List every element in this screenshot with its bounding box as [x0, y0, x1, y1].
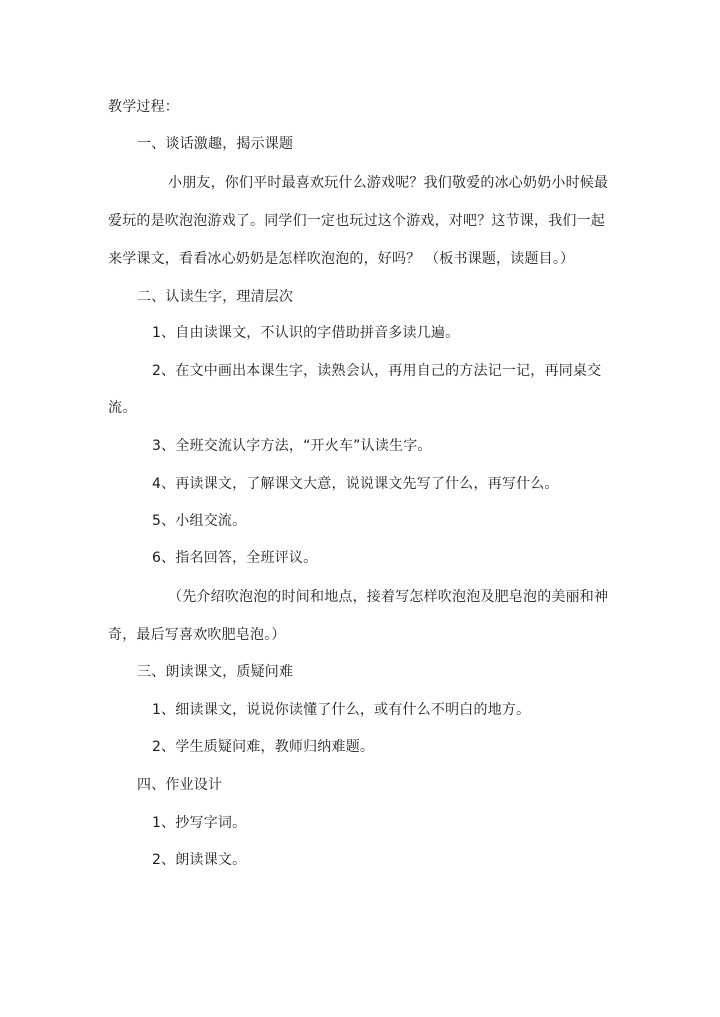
section-2-note-line-2: 奇，最后写喜欢吹肥皂泡。） [108, 627, 286, 643]
section-4-item-2: 2、朗读课文。 [152, 852, 247, 868]
section-2-item-4: 4、再读课文，了解课文大意，说说课文先写了什么，再写什么。 [152, 476, 559, 492]
section-2-item-3: 3、全班交流认字方法，“开火车”认读生字。 [152, 438, 432, 454]
section-3-title: 三、朗读课文，质疑问难 [137, 664, 294, 680]
section-3-item-1: 1、细读课文，说说你读懂了什么，或有什么不明白的地方。 [152, 702, 531, 718]
section-1-title: 一、谈话激趣，揭示课题 [137, 136, 294, 152]
section-2-item-1: 1、自由读课文，不认识的字借助拼音多读几遍。 [152, 325, 460, 341]
section-2-item-5: 5、小组交流。 [152, 513, 247, 529]
section-1-paragraph-line-1: 小朋友，你们平时最喜欢玩什么游戏呢？我们敬爱的冰心奶奶小时候最 [168, 175, 609, 191]
section-1-paragraph-line-3: 来学课文，看看冰心奶奶是怎样吹泡泡的，好吗？ （板书课题，读题目。） [108, 251, 575, 267]
section-2-item-2-line-1: 2、在文中画出本课生字，读熟会认，再用自己的方法记一记，再同桌交 [152, 363, 602, 379]
section-2-item-2-line-2: 流。 [108, 400, 137, 416]
section-2-item-6: 6、指名回答，全班评议。 [152, 550, 318, 566]
section-2-title: 二、认读生字，理清层次 [137, 289, 294, 305]
section-3-item-2: 2、学生质疑问难，教师归纳难题。 [152, 739, 375, 755]
process-heading: 教学过程： [108, 99, 179, 115]
section-1-paragraph-line-2: 爱玩的是吹泡泡游戏了。同学们一定也玩过这个游戏，对吧？这节课，我们一起 [108, 213, 605, 229]
section-2-note-line-1: （先介绍吹泡泡的时间和地点，接着写怎样吹泡泡及肥皂泡的美丽和神 [168, 589, 609, 605]
section-4-item-1: 1、抄写字词。 [152, 815, 247, 831]
section-4-title: 四、作业设计 [137, 777, 223, 793]
